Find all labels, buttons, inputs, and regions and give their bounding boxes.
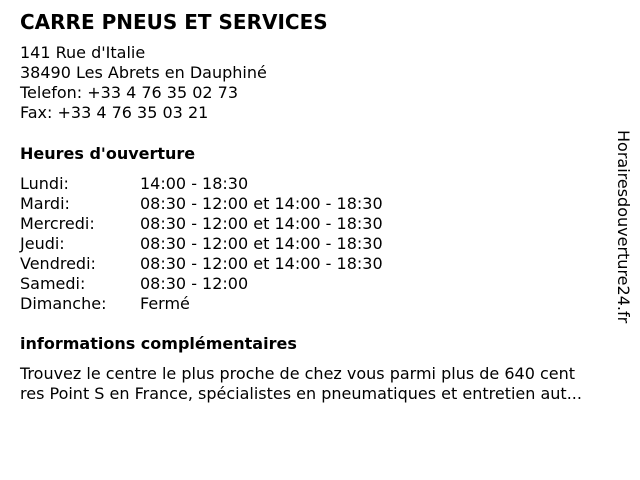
hours-row-tuesday [20,194,383,214]
hours-row-saturday [20,274,383,294]
time-value: 08:30 - 12:00 et 14:00 - 18:30 [140,234,383,253]
day-label: Lundi: [20,174,69,193]
day-label: Mercredi: [20,214,95,233]
info-line-1: Trouvez le centre le plus proche de chez vous parmi plus de 640 cent [20,364,576,383]
time-value: 08:30 - 12:00 et 14:00 - 18:30 [140,214,383,233]
city-address: 38490 Les Abrets en Dauphiné [20,63,267,82]
additional-info-title: informations complémentaires [20,334,297,353]
business-name: CARRE PNEUS ET SERVICES [20,10,328,34]
additional-info-text [20,364,620,404]
day-label: Jeudi: [20,234,65,253]
hours-row-friday [20,254,383,274]
day-label: Samedi: [20,274,86,293]
time-value: Fermé [140,294,190,313]
site-watermark: Horairesdouverture24.fr [614,130,633,324]
time-value: 14:00 - 18:30 [140,174,249,193]
opening-hours-table [20,174,383,314]
time-value: 08:30 - 12:00 et 14:00 - 18:30 [140,254,383,273]
street-address: 141 Rue d'Italie [20,43,146,62]
fax-number: Fax: +33 4 76 35 03 21 [20,103,209,122]
time-value: 08:30 - 12:00 et 14:00 - 18:30 [140,194,383,213]
phone-number: Telefon: +33 4 76 35 02 73 [20,83,239,102]
hours-row-thursday [20,234,383,254]
info-line-2: res Point S en France, spécialistes en pneumatiques et entretien aut... [20,384,582,403]
hours-row-wednesday [20,214,383,234]
contact-block [20,43,267,123]
hours-row-sunday [20,294,383,314]
hours-row-monday [20,174,383,194]
time-value: 08:30 - 12:00 [140,274,249,293]
day-label: Mardi: [20,194,70,213]
day-label: Vendredi: [20,254,96,273]
opening-hours-title: Heures d'ouverture [20,144,196,163]
day-label: Dimanche: [20,294,107,313]
